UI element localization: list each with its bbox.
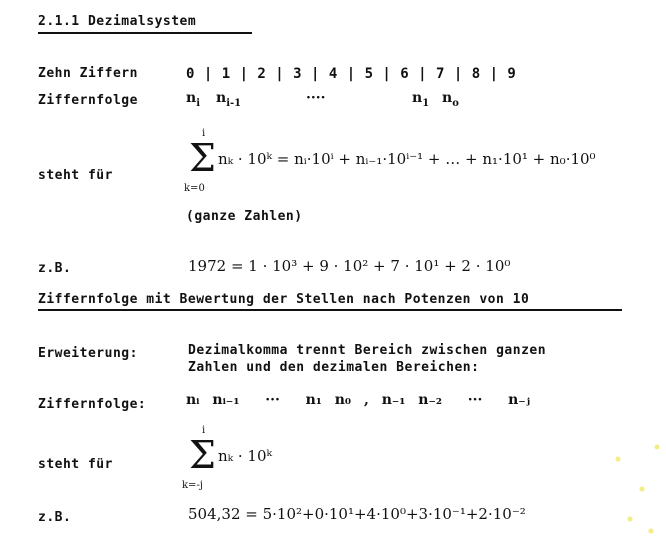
extension-line2: Zahlen und den dezimalen Bereichen: <box>188 360 480 375</box>
sequence-n0: $n_o$ <box>442 90 459 109</box>
extension-label: Erweiterung: <box>38 346 138 361</box>
section-heading: 2.1.1 Dezimalsystem <box>38 14 197 29</box>
stands2-label: steht für <box>38 457 113 472</box>
heading-underline <box>38 32 252 34</box>
example2-label: z.B. <box>38 510 72 525</box>
sum2-sigma: Σ <box>189 433 216 477</box>
subheading-underline <box>38 309 622 311</box>
example2-value: 504,32 = 5·10²+0·10¹+4·10⁰+3·10⁻¹+2·10⁻² <box>188 505 526 523</box>
sum1-upper: i <box>202 128 206 139</box>
whole-numbers-note: (ganze Zahlen) <box>186 209 303 224</box>
example1-value: 1972 = 1 · 10³ + 9 · 10² + 7 · 10¹ + 2 · 10⁰ <box>188 257 511 275</box>
paper-speckle <box>606 423 666 543</box>
sum2-lower: k=-j <box>182 480 203 491</box>
example1-label: z.B. <box>38 261 72 276</box>
sum1-formula: nₖ · 10ᵏ = nᵢ·10ⁱ + nᵢ₋₁·10ⁱ⁻¹ + … + n₁·10¹ + n₀·10⁰ <box>218 150 596 168</box>
sequence-nim1: $n_{i-1}$ <box>216 90 242 109</box>
sequence-ni: $n_i$ <box>186 90 200 109</box>
sequence2-value: nᵢ nᵢ₋₁ ··· n₁ n₀ , n₋₁ n₋₂ ··· n₋ⱼ <box>186 392 531 408</box>
sequence-label: Ziffernfolge <box>38 93 138 108</box>
sequence2-label: Ziffernfolge: <box>38 397 147 412</box>
sequence-n1: $n_1$ <box>412 90 430 109</box>
sum2-upper: i <box>202 425 206 436</box>
sequence-dots: ···· <box>306 90 326 106</box>
stands-label: steht für <box>38 168 113 183</box>
digits-value: 0 | 1 | 2 | 3 | 4 | 5 | 6 | 7 | 8 | 9 <box>186 66 517 82</box>
extension-line1: Dezimalkomma trennt Bereich zwischen ganzen <box>188 343 547 358</box>
sum1-sigma: Σ <box>189 136 216 180</box>
sum2-term: nₖ · 10ᵏ <box>218 447 272 465</box>
subheading: Ziffernfolge mit Bewertung der Stellen nach Potenzen von 10 <box>38 292 530 307</box>
digits-label: Zehn Ziffern <box>38 66 138 81</box>
sum1-lower: k=0 <box>184 183 205 194</box>
